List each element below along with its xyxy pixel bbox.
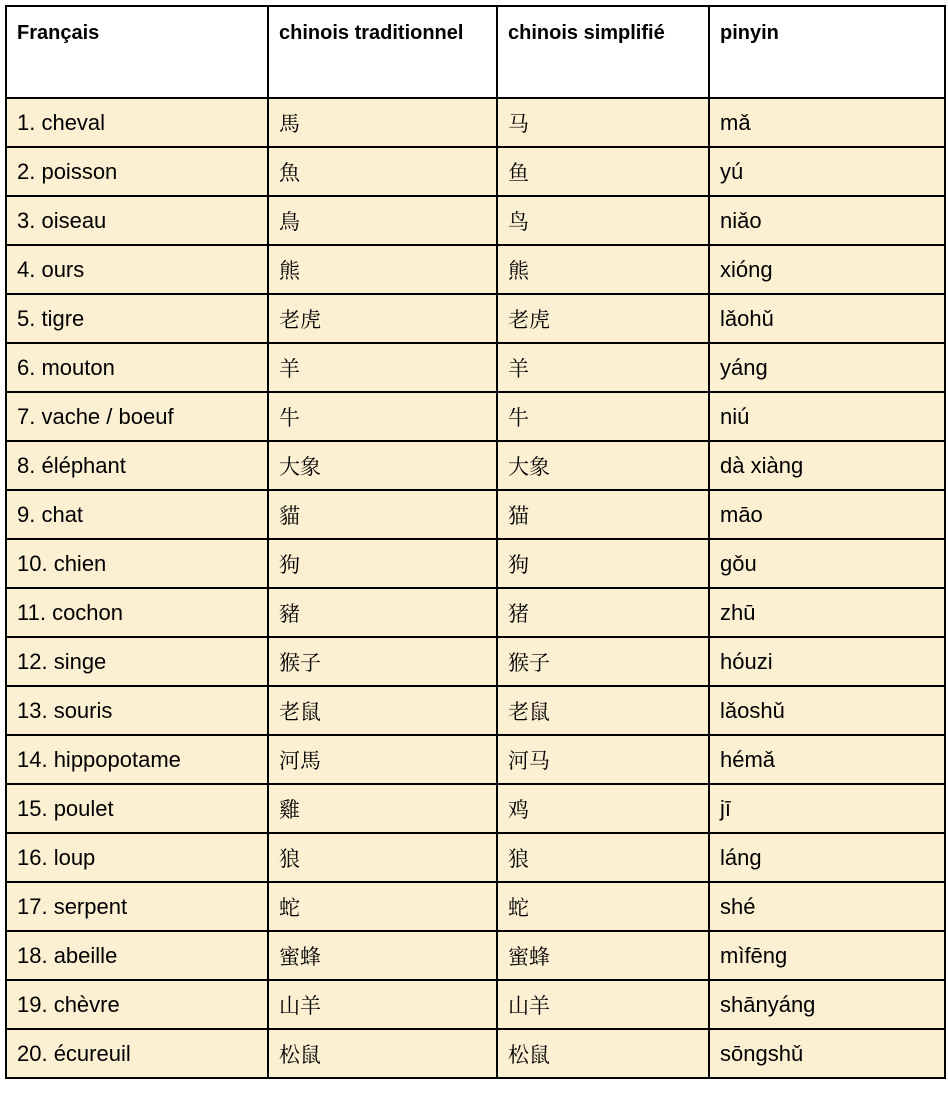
cell-chinois-traditionnel: 羊 <box>268 343 497 392</box>
cell-chinois-simplifie: 马 <box>497 98 709 147</box>
cell-pinyin: jī <box>709 784 945 833</box>
cell-pinyin: yáng <box>709 343 945 392</box>
header-francais: Français <box>6 6 268 98</box>
cell-pinyin: shé <box>709 882 945 931</box>
cell-francais: 6. mouton <box>6 343 268 392</box>
cell-pinyin: mǎ <box>709 98 945 147</box>
cell-francais: 8. éléphant <box>6 441 268 490</box>
cell-chinois-simplifie: 狗 <box>497 539 709 588</box>
table-row <box>6 637 945 686</box>
cell-chinois-traditionnel: 蛇 <box>268 882 497 931</box>
cell-francais: 13. souris <box>6 686 268 735</box>
table-row <box>6 882 945 931</box>
cell-chinois-simplifie: 大象 <box>497 441 709 490</box>
cell-chinois-traditionnel: 河馬 <box>268 735 497 784</box>
header-chinois-traditionnel: chinois traditionnel <box>268 6 497 98</box>
cell-chinois-simplifie: 蜜蜂 <box>497 931 709 980</box>
table-row <box>6 98 945 147</box>
cell-francais: 19. chèvre <box>6 980 268 1029</box>
vocabulary-table <box>5 5 946 1079</box>
cell-francais: 3. oiseau <box>6 196 268 245</box>
cell-francais: 7. vache / boeuf <box>6 392 268 441</box>
cell-francais: 18. abeille <box>6 931 268 980</box>
cell-francais: 9. chat <box>6 490 268 539</box>
cell-chinois-simplifie: 山羊 <box>497 980 709 1029</box>
cell-chinois-simplifie: 羊 <box>497 343 709 392</box>
table-row <box>6 1029 945 1078</box>
cell-chinois-simplifie: 牛 <box>497 392 709 441</box>
table-row <box>6 343 945 392</box>
cell-pinyin: hémǎ <box>709 735 945 784</box>
table-row <box>6 931 945 980</box>
header-row <box>6 6 945 98</box>
cell-francais: 14. hippopotame <box>6 735 268 784</box>
table-row <box>6 294 945 343</box>
cell-francais: 1. cheval <box>6 98 268 147</box>
cell-chinois-traditionnel: 熊 <box>268 245 497 294</box>
table-header <box>6 6 945 98</box>
cell-chinois-simplifie: 鸡 <box>497 784 709 833</box>
table-row <box>6 686 945 735</box>
cell-francais: 4. ours <box>6 245 268 294</box>
cell-chinois-simplifie: 蛇 <box>497 882 709 931</box>
cell-chinois-traditionnel: 雞 <box>268 784 497 833</box>
cell-pinyin: shānyáng <box>709 980 945 1029</box>
table-row <box>6 784 945 833</box>
cell-pinyin: niǎo <box>709 196 945 245</box>
cell-francais: 5. tigre <box>6 294 268 343</box>
cell-francais: 2. poisson <box>6 147 268 196</box>
table-row <box>6 196 945 245</box>
cell-chinois-simplifie: 松鼠 <box>497 1029 709 1078</box>
cell-francais: 12. singe <box>6 637 268 686</box>
cell-pinyin: hóuzi <box>709 637 945 686</box>
cell-chinois-traditionnel: 蜜蜂 <box>268 931 497 980</box>
cell-chinois-traditionnel: 山羊 <box>268 980 497 1029</box>
cell-chinois-traditionnel: 松鼠 <box>268 1029 497 1078</box>
cell-chinois-simplifie: 鸟 <box>497 196 709 245</box>
cell-pinyin: dà xiàng <box>709 441 945 490</box>
cell-chinois-traditionnel: 大象 <box>268 441 497 490</box>
cell-chinois-traditionnel: 鳥 <box>268 196 497 245</box>
table-row <box>6 147 945 196</box>
cell-chinois-traditionnel: 老虎 <box>268 294 497 343</box>
cell-chinois-traditionnel: 狗 <box>268 539 497 588</box>
cell-chinois-traditionnel: 狼 <box>268 833 497 882</box>
table-row <box>6 588 945 637</box>
cell-chinois-simplifie: 熊 <box>497 245 709 294</box>
header-chinois-simplifie: chinois simplifié <box>497 6 709 98</box>
table-row <box>6 392 945 441</box>
cell-chinois-traditionnel: 魚 <box>268 147 497 196</box>
cell-chinois-simplifie: 河马 <box>497 735 709 784</box>
cell-francais: 16. loup <box>6 833 268 882</box>
cell-chinois-simplifie: 狼 <box>497 833 709 882</box>
cell-chinois-traditionnel: 猴子 <box>268 637 497 686</box>
cell-francais: 10. chien <box>6 539 268 588</box>
cell-chinois-traditionnel: 貓 <box>268 490 497 539</box>
cell-francais: 15. poulet <box>6 784 268 833</box>
cell-chinois-simplifie: 猪 <box>497 588 709 637</box>
cell-pinyin: sōngshǔ <box>709 1029 945 1078</box>
cell-pinyin: mìfēng <box>709 931 945 980</box>
cell-pinyin: niú <box>709 392 945 441</box>
cell-pinyin: māo <box>709 490 945 539</box>
cell-pinyin: láng <box>709 833 945 882</box>
cell-chinois-traditionnel: 馬 <box>268 98 497 147</box>
table-row <box>6 735 945 784</box>
cell-chinois-traditionnel: 豬 <box>268 588 497 637</box>
cell-francais: 17. serpent <box>6 882 268 931</box>
cell-chinois-traditionnel: 老鼠 <box>268 686 497 735</box>
cell-francais: 20. écureuil <box>6 1029 268 1078</box>
cell-pinyin: lǎohǔ <box>709 294 945 343</box>
table-row <box>6 833 945 882</box>
table-row <box>6 539 945 588</box>
table-row <box>6 441 945 490</box>
cell-pinyin: zhū <box>709 588 945 637</box>
cell-pinyin: gǒu <box>709 539 945 588</box>
header-pinyin: pinyin <box>709 6 945 98</box>
cell-francais: 11. cochon <box>6 588 268 637</box>
cell-pinyin: yú <box>709 147 945 196</box>
cell-chinois-simplifie: 老虎 <box>497 294 709 343</box>
table-row <box>6 245 945 294</box>
table-row <box>6 490 945 539</box>
cell-chinois-simplifie: 猫 <box>497 490 709 539</box>
cell-chinois-simplifie: 鱼 <box>497 147 709 196</box>
cell-chinois-simplifie: 老鼠 <box>497 686 709 735</box>
cell-chinois-traditionnel: 牛 <box>268 392 497 441</box>
table-body <box>6 98 945 1078</box>
table-row <box>6 980 945 1029</box>
cell-pinyin: xióng <box>709 245 945 294</box>
cell-pinyin: lǎoshǔ <box>709 686 945 735</box>
cell-chinois-simplifie: 猴子 <box>497 637 709 686</box>
